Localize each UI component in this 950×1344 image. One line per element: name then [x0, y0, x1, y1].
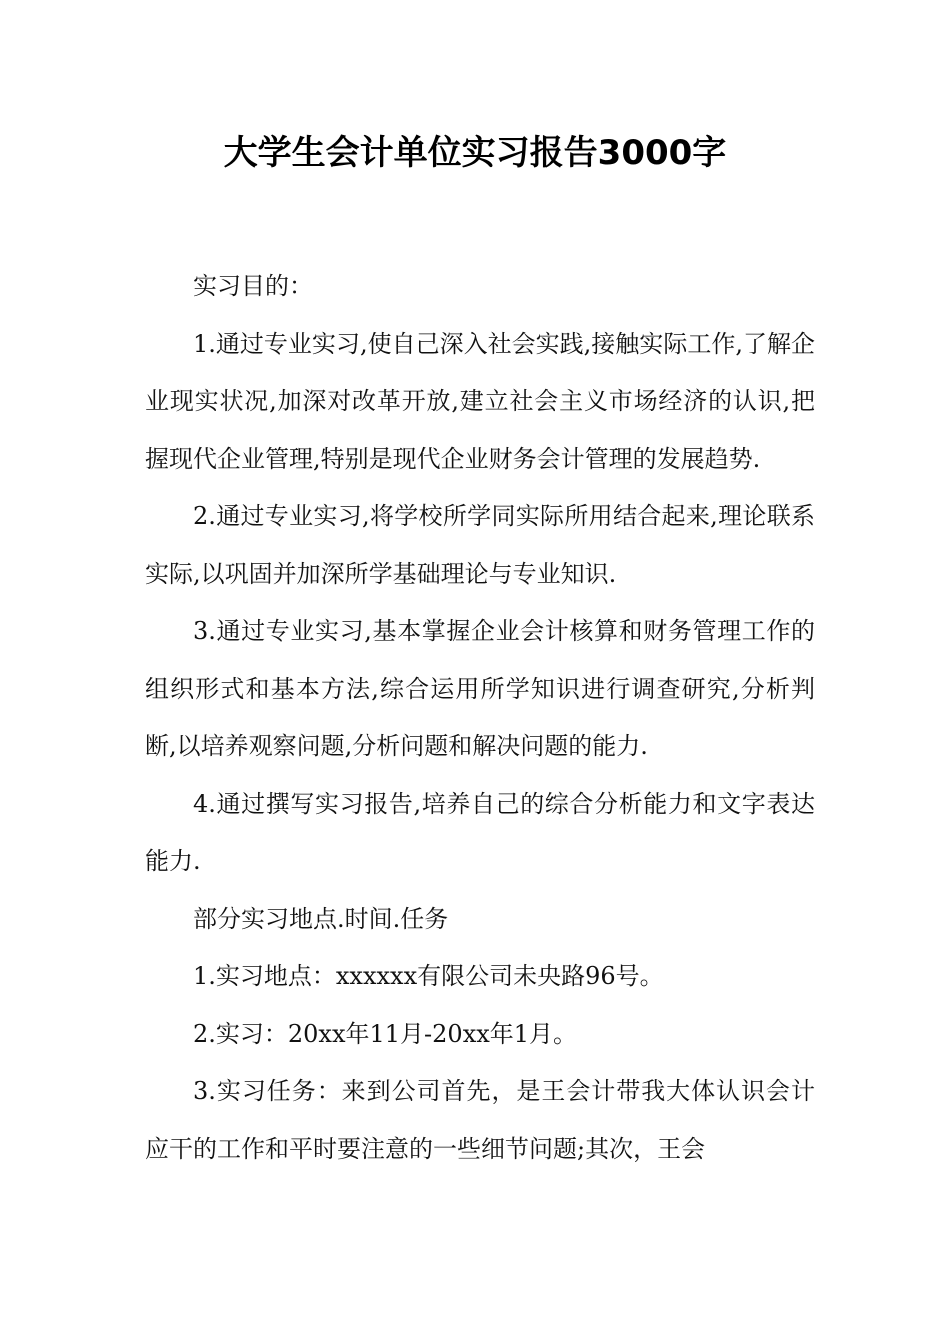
paragraph-purpose-1: 1.通过专业实习,使自己深入社会实践,接触实际工作,了解企业现实状况,加深对改革开放,建立社会主义市场经济的认识,把握现代企业管理,特别是现代企业财务会计管理的发展趋势. [145, 329, 815, 473]
paragraph-purpose-heading: 实习目的： [193, 272, 313, 300]
document-body [145, 258, 815, 1178]
paragraph-purpose-2: 2.通过专业实习,将学校所学同实际所用结合起来,理论联系实际,以巩固并加深所学基础理论与专业知识. [145, 502, 815, 588]
paragraph-purpose-4: 4.通过撰写实习报告,培养自己的综合分析能力和文字表达能力. [145, 789, 815, 875]
paragraph-section-heading: 部分实习地点.时间.任务 [193, 904, 449, 933]
paragraph-purpose-3: 3.通过专业实习,基本掌握企业会计核算和财务管理工作的组织形式和基本方法,综合运用所学知识进行调查研究,分析判断,以培养观察问题,分析问题和解决问题的能力. [145, 617, 815, 760]
document-title: 大学生会计单位实习报告3000字 [223, 133, 727, 173]
paragraph-location: 1.实习地点：xxxxxx有限公司未央路96号。 [193, 962, 664, 990]
paragraph-tasks: 3.实习任务：来到公司首先，是王会计带我大体认识会计应干的工作和平时要注意的一些细节问题;其次，王会 [145, 1077, 815, 1163]
paragraph-period: 2.实习：20xx年11月-20xx年1月。 [193, 1019, 578, 1048]
